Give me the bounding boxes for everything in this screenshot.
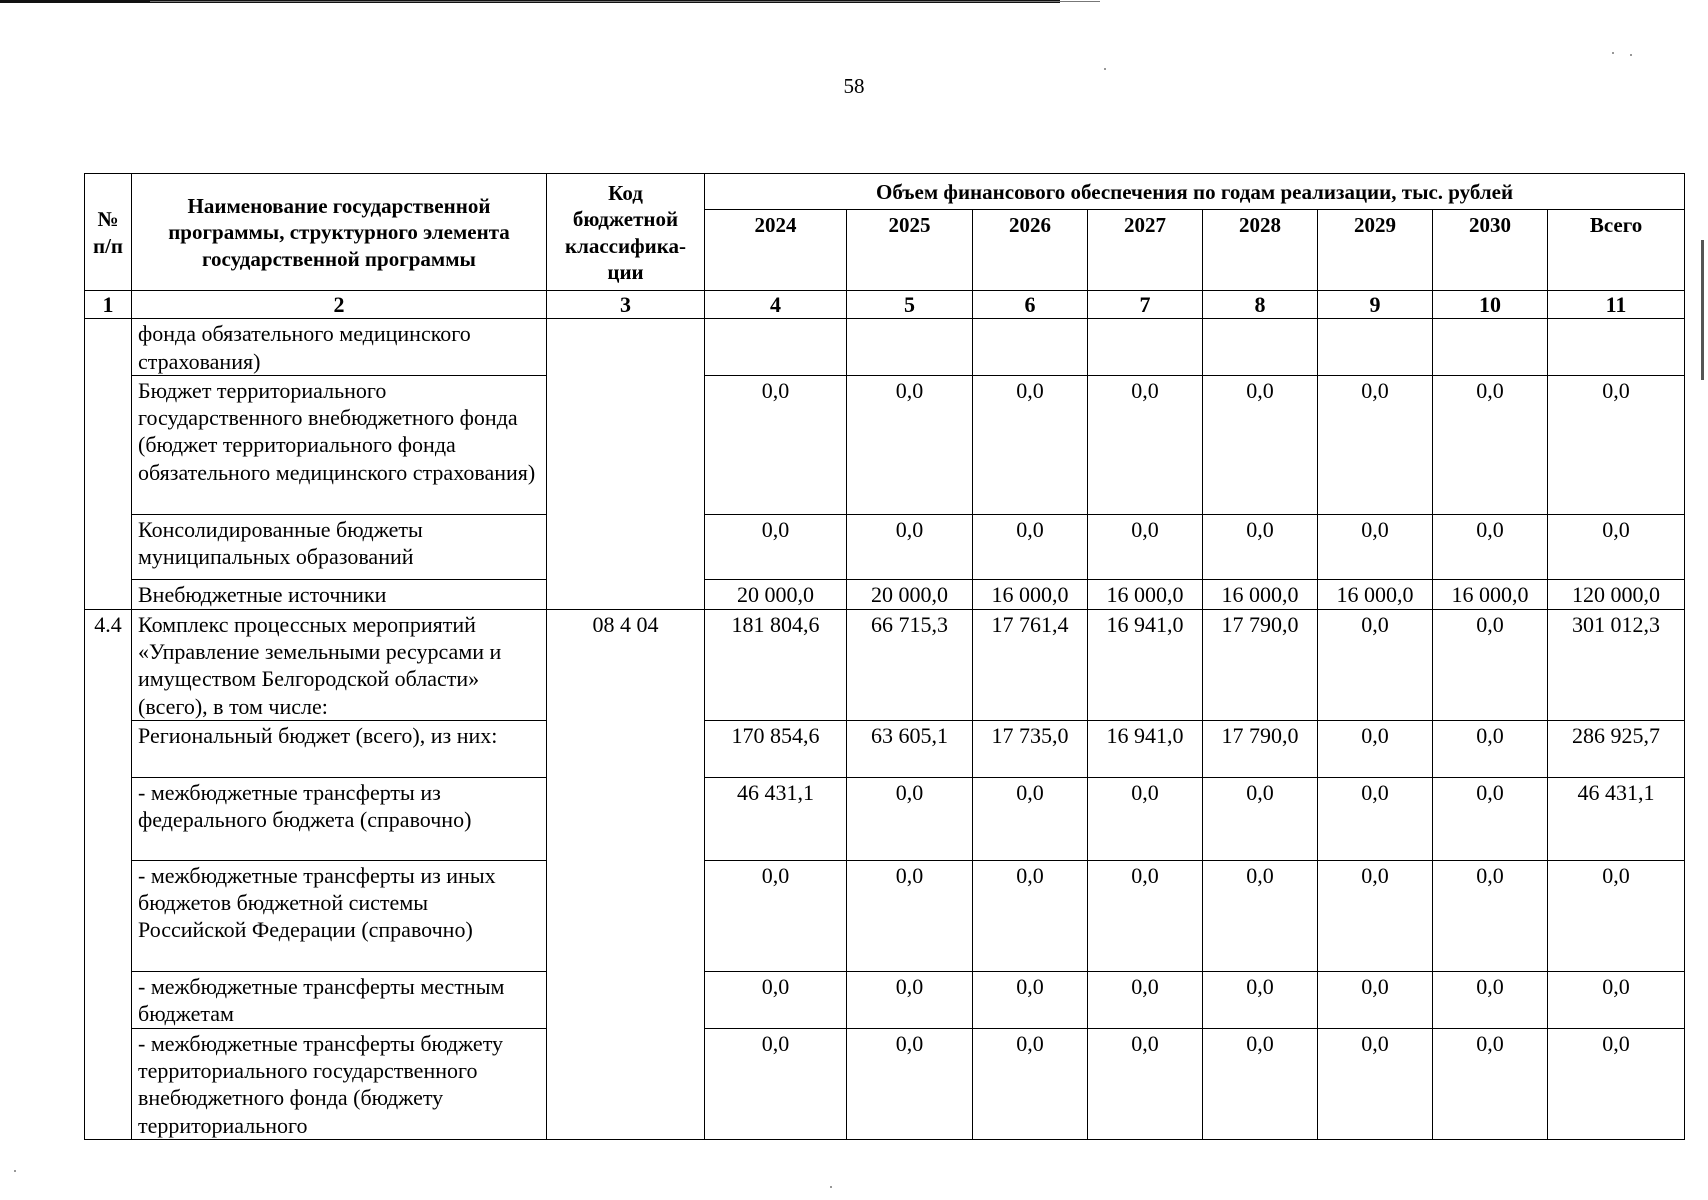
value-cell: 0,0 bbox=[1548, 375, 1685, 514]
value-cell: 0,0 bbox=[1318, 860, 1433, 971]
row-name: Консолидированные бюджеты муниципальных образований bbox=[132, 514, 547, 579]
top-scan-rule-thin bbox=[150, 1, 1100, 2]
value-cell: 0,0 bbox=[847, 375, 973, 514]
value-cell: 120 000,0 bbox=[1548, 579, 1685, 609]
value-cell: 0,0 bbox=[1433, 777, 1548, 860]
row-name: - межбюджетные трансферты из иных бюджетов бюджетной системы Российской Федерации (справочно) bbox=[132, 860, 547, 971]
header-year: 2029 bbox=[1318, 210, 1433, 291]
row-name: Региональный бюджет (всего), из них: bbox=[132, 720, 547, 777]
scan-speck bbox=[14, 1170, 16, 1172]
value-cell: 0,0 bbox=[1433, 860, 1548, 971]
value-cell: 0,0 bbox=[705, 514, 847, 579]
column-number: 6 bbox=[973, 291, 1088, 319]
value-cell: 0,0 bbox=[705, 1028, 847, 1139]
value-cell: 0,0 bbox=[1088, 1028, 1203, 1139]
value-cell: 0,0 bbox=[1318, 971, 1433, 1028]
value-cell: 0,0 bbox=[973, 971, 1088, 1028]
column-number: 3 bbox=[547, 291, 705, 319]
header-index: № п/п bbox=[85, 174, 132, 291]
column-number: 1 bbox=[85, 291, 132, 319]
value-cell: 0,0 bbox=[973, 375, 1088, 514]
value-cell: 0,0 bbox=[1088, 971, 1203, 1028]
value-cell bbox=[973, 319, 1088, 376]
value-cell: 20 000,0 bbox=[847, 579, 973, 609]
value-cell: 17 735,0 bbox=[973, 720, 1088, 777]
scan-edge-mark bbox=[1701, 240, 1704, 380]
value-cell: 301 012,3 bbox=[1548, 609, 1685, 720]
table-row bbox=[85, 860, 1685, 971]
value-cell: 0,0 bbox=[1433, 375, 1548, 514]
value-cell: 0,0 bbox=[1548, 860, 1685, 971]
value-cell: 46 431,1 bbox=[705, 777, 847, 860]
table-row bbox=[85, 514, 1685, 579]
value-cell: 0,0 bbox=[1203, 971, 1318, 1028]
column-number: 8 bbox=[1203, 291, 1318, 319]
header-funding-group: Объем финансового обеспечения по годам реализации, тыс. рублей bbox=[705, 174, 1685, 210]
value-cell: 63 605,1 bbox=[847, 720, 973, 777]
value-cell: 0,0 bbox=[1318, 609, 1433, 720]
header-name: Наименование государственной программы, структурного элемента государственной программы bbox=[132, 174, 547, 291]
table-row bbox=[85, 777, 1685, 860]
table-row bbox=[85, 971, 1685, 1028]
value-cell: 66 715,3 bbox=[847, 609, 973, 720]
value-cell bbox=[847, 319, 973, 376]
value-cell: 0,0 bbox=[1548, 1028, 1685, 1139]
value-cell bbox=[1203, 319, 1318, 376]
value-cell: 16 941,0 bbox=[1088, 609, 1203, 720]
row-code: 08 4 04 bbox=[547, 609, 705, 1139]
funding-table bbox=[84, 173, 1685, 1140]
row-name: - межбюджетные трансферты местным бюджетам bbox=[132, 971, 547, 1028]
value-cell: 0,0 bbox=[847, 971, 973, 1028]
value-cell: 0,0 bbox=[705, 971, 847, 1028]
value-cell bbox=[1433, 319, 1548, 376]
value-cell: 0,0 bbox=[1433, 1028, 1548, 1139]
value-cell: 0,0 bbox=[1433, 514, 1548, 579]
value-cell: 0,0 bbox=[847, 860, 973, 971]
value-cell: 0,0 bbox=[705, 375, 847, 514]
column-number: 10 bbox=[1433, 291, 1548, 319]
column-number: 4 bbox=[705, 291, 847, 319]
value-cell: 0,0 bbox=[1318, 514, 1433, 579]
value-cell: 0,0 bbox=[1203, 860, 1318, 971]
value-cell bbox=[1548, 319, 1685, 376]
value-cell: 17 790,0 bbox=[1203, 609, 1318, 720]
column-number: 2 bbox=[132, 291, 547, 319]
value-cell: 0,0 bbox=[973, 514, 1088, 579]
value-cell: 17 790,0 bbox=[1203, 720, 1318, 777]
value-cell: 0,0 bbox=[973, 860, 1088, 971]
value-cell: 0,0 bbox=[973, 1028, 1088, 1139]
value-cell: 46 431,1 bbox=[1548, 777, 1685, 860]
value-cell: 286 925,7 bbox=[1548, 720, 1685, 777]
column-number: 11 bbox=[1548, 291, 1685, 319]
header-row bbox=[85, 174, 1685, 210]
value-cell: 0,0 bbox=[1548, 514, 1685, 579]
value-cell: 0,0 bbox=[1088, 514, 1203, 579]
value-cell: 20 000,0 bbox=[705, 579, 847, 609]
value-cell bbox=[705, 319, 847, 376]
column-number-row bbox=[85, 291, 1685, 319]
value-cell: 0,0 bbox=[1318, 1028, 1433, 1139]
header-year: 2025 bbox=[847, 210, 973, 291]
value-cell: 0,0 bbox=[1203, 375, 1318, 514]
scan-speck bbox=[1612, 52, 1614, 54]
value-cell: 0,0 bbox=[1318, 777, 1433, 860]
value-cell: 0,0 bbox=[1548, 971, 1685, 1028]
value-cell: 16 000,0 bbox=[1433, 579, 1548, 609]
value-cell: 17 761,4 bbox=[973, 609, 1088, 720]
value-cell: 0,0 bbox=[847, 514, 973, 579]
value-cell: 0,0 bbox=[1433, 720, 1548, 777]
table-row bbox=[85, 720, 1685, 777]
value-cell: 0,0 bbox=[973, 777, 1088, 860]
value-cell: 0,0 bbox=[1203, 1028, 1318, 1139]
column-number: 5 bbox=[847, 291, 973, 319]
row-index bbox=[85, 319, 132, 610]
value-cell: 16 000,0 bbox=[1318, 579, 1433, 609]
value-cell bbox=[1088, 319, 1203, 376]
header-year: 2030 bbox=[1433, 210, 1548, 291]
table-row bbox=[85, 579, 1685, 609]
value-cell: 0,0 bbox=[1203, 777, 1318, 860]
value-cell: 0,0 bbox=[847, 1028, 973, 1139]
column-number: 7 bbox=[1088, 291, 1203, 319]
scan-speck bbox=[1630, 54, 1632, 56]
row-name: - межбюджетные трансферты из федерального бюджета (справочно) bbox=[132, 777, 547, 860]
scan-speck bbox=[830, 1186, 832, 1188]
header-year: 2028 bbox=[1203, 210, 1318, 291]
page-number: 58 bbox=[843, 74, 865, 98]
table-row bbox=[85, 609, 1685, 720]
value-cell: 16 941,0 bbox=[1088, 720, 1203, 777]
value-cell: 0,0 bbox=[1433, 609, 1548, 720]
header-total: Всего bbox=[1548, 210, 1685, 291]
row-name: Внебюджетные источники bbox=[132, 579, 547, 609]
value-cell: 0,0 bbox=[1433, 971, 1548, 1028]
value-cell: 0,0 bbox=[1088, 777, 1203, 860]
value-cell: 16 000,0 bbox=[973, 579, 1088, 609]
value-cell: 0,0 bbox=[1088, 375, 1203, 514]
value-cell: 0,0 bbox=[1203, 514, 1318, 579]
table-row bbox=[85, 319, 1685, 376]
value-cell: 170 854,6 bbox=[705, 720, 847, 777]
value-cell: 0,0 bbox=[1088, 860, 1203, 971]
row-code bbox=[547, 319, 705, 610]
header-year: 2027 bbox=[1088, 210, 1203, 291]
value-cell: 0,0 bbox=[1318, 720, 1433, 777]
value-cell: 16 000,0 bbox=[1088, 579, 1203, 609]
row-name: фонда обязательного медицинского страхования) bbox=[132, 319, 547, 376]
value-cell: 16 000,0 bbox=[1203, 579, 1318, 609]
table-row bbox=[85, 375, 1685, 514]
header-code: Код бюджетной классифика-ции bbox=[547, 174, 705, 291]
header-year: 2024 bbox=[705, 210, 847, 291]
row-name: Бюджет территориального государственного внебюджетного фонда (бюджет территориального фонда обязательного медицинского страхования) bbox=[132, 375, 547, 514]
value-cell: 0,0 bbox=[847, 777, 973, 860]
header-year: 2026 bbox=[973, 210, 1088, 291]
value-cell: 0,0 bbox=[1318, 375, 1433, 514]
column-number: 9 bbox=[1318, 291, 1433, 319]
value-cell: 181 804,6 bbox=[705, 609, 847, 720]
row-name: - межбюджетные трансферты бюджету территориального государственного внебюджетного фонда (бюджету территориального bbox=[132, 1028, 547, 1139]
value-cell bbox=[1318, 319, 1433, 376]
row-name: Комплекс процессных мероприятий «Управление земельными ресурсами и имуществом Белгородской области» (всего), в том числе: bbox=[132, 609, 547, 720]
scan-speck bbox=[1104, 68, 1106, 70]
table-row bbox=[85, 1028, 1685, 1139]
value-cell: 0,0 bbox=[705, 860, 847, 971]
row-index: 4.4 bbox=[85, 609, 132, 1139]
